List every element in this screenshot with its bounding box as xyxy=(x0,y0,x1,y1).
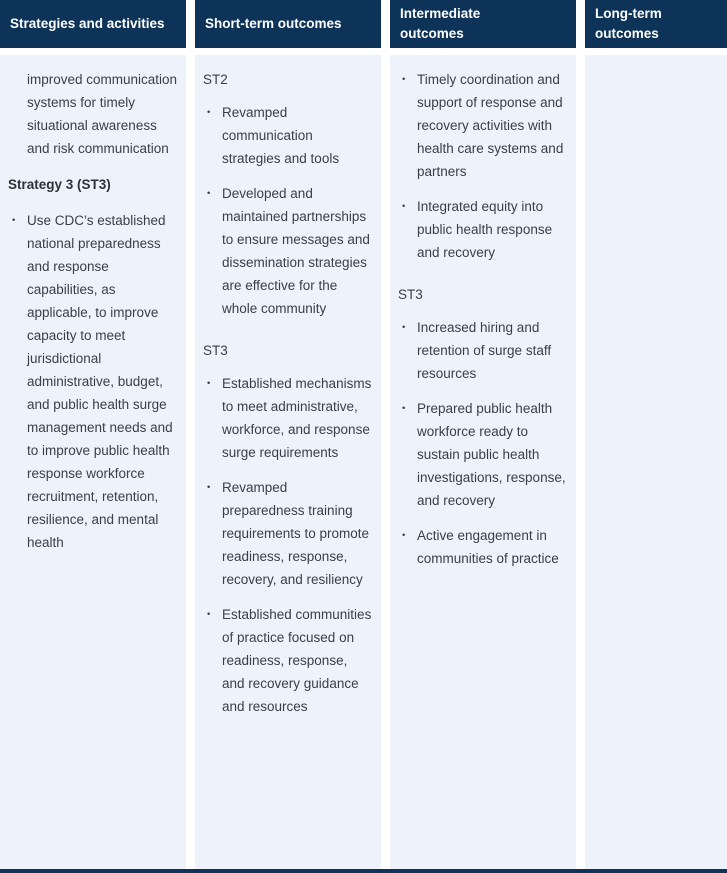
column-header-intermediate-outcomes xyxy=(390,0,576,48)
table-body-row xyxy=(0,55,727,869)
bullet-text: Revamped preparedness training requirements to promote readiness, response, recovery, and resiliency xyxy=(222,480,370,587)
bullet-item xyxy=(203,101,373,170)
st-label: ST3 xyxy=(398,287,423,302)
bullet-item xyxy=(203,372,373,464)
bullet-text: Established mechanisms to meet administrative, workforce, and response surge requirements xyxy=(222,376,372,460)
bullet-text: Use CDC’s established national preparedness and response capabilities, as applicable, to improve capacity to meet jurisdictional administrative, budget, and public health surge management needs and to improve public health response workforce recruitment, retention, resilience, and mental health xyxy=(27,213,173,550)
bullet-text: Established communities of practice focused on readiness, response, and recovery guidance and resources xyxy=(222,607,372,714)
table-header-row xyxy=(0,0,727,48)
bullet-text: Developed and maintained partnerships to ensure messages and dissemination strategies are effective for the whole community xyxy=(222,186,370,316)
bullet-text: Revamped communication strategies and tools xyxy=(222,105,340,166)
bullet-icon: • xyxy=(207,482,211,493)
column-header-strategies-activities xyxy=(0,0,186,48)
strategy-heading: Strategy 3 (ST3) xyxy=(8,177,111,192)
bullet-item xyxy=(203,476,373,591)
bullet-icon: • xyxy=(207,107,211,118)
column-header-label: Strategies and activities xyxy=(10,16,165,32)
st-label: ST2 xyxy=(203,72,228,87)
bullet-icon: • xyxy=(402,530,406,541)
bullet-item xyxy=(203,182,373,320)
bullet-icon: • xyxy=(402,201,406,212)
bullet-item xyxy=(398,68,568,183)
header-body-divider xyxy=(0,48,727,55)
bullet-icon: • xyxy=(402,322,406,333)
bullet-item xyxy=(8,209,178,554)
bullet-text: Increased hiring and retention of surge staff resources xyxy=(417,320,552,381)
cell-strategies-activities xyxy=(0,55,186,869)
bullet-icon: • xyxy=(207,188,211,199)
bullet-text: Integrated equity into public health response and recovery xyxy=(417,199,553,260)
bullet-item xyxy=(398,524,568,570)
column-header-label: Long-term outcomes xyxy=(595,6,662,41)
bullet-text: Active engagement in communities of practice xyxy=(417,528,559,566)
bullet-icon: • xyxy=(207,609,211,620)
bullet-item xyxy=(398,397,568,512)
bullet-text: Prepared public health workforce ready to sustain public health investigations, response, and recovery xyxy=(417,401,566,508)
continuation-text: improved communication systems for timely situational awareness and risk communication xyxy=(27,72,178,156)
bullet-icon: • xyxy=(402,74,406,85)
column-header-long-term-outcomes xyxy=(585,0,727,48)
bullet-item xyxy=(398,316,568,385)
column-header-label: Intermediate outcomes xyxy=(400,6,481,41)
bullet-icon: • xyxy=(207,378,211,389)
cell-short-term-outcomes xyxy=(195,55,381,869)
bullet-icon: • xyxy=(402,403,406,414)
cell-intermediate-outcomes xyxy=(390,55,576,869)
column-header-short-term-outcomes xyxy=(195,0,381,48)
cell-long-term-outcomes xyxy=(585,55,727,869)
bullet-item xyxy=(398,195,568,264)
bullet-icon: • xyxy=(12,215,16,226)
st-label: ST3 xyxy=(203,343,228,358)
column-header-label: Short-term outcomes xyxy=(205,16,342,32)
next-row-header-edge xyxy=(0,869,727,873)
bullet-text: Timely coordination and support of response and recovery activities with health care systems and partners xyxy=(417,72,564,179)
bullet-item xyxy=(203,603,373,718)
